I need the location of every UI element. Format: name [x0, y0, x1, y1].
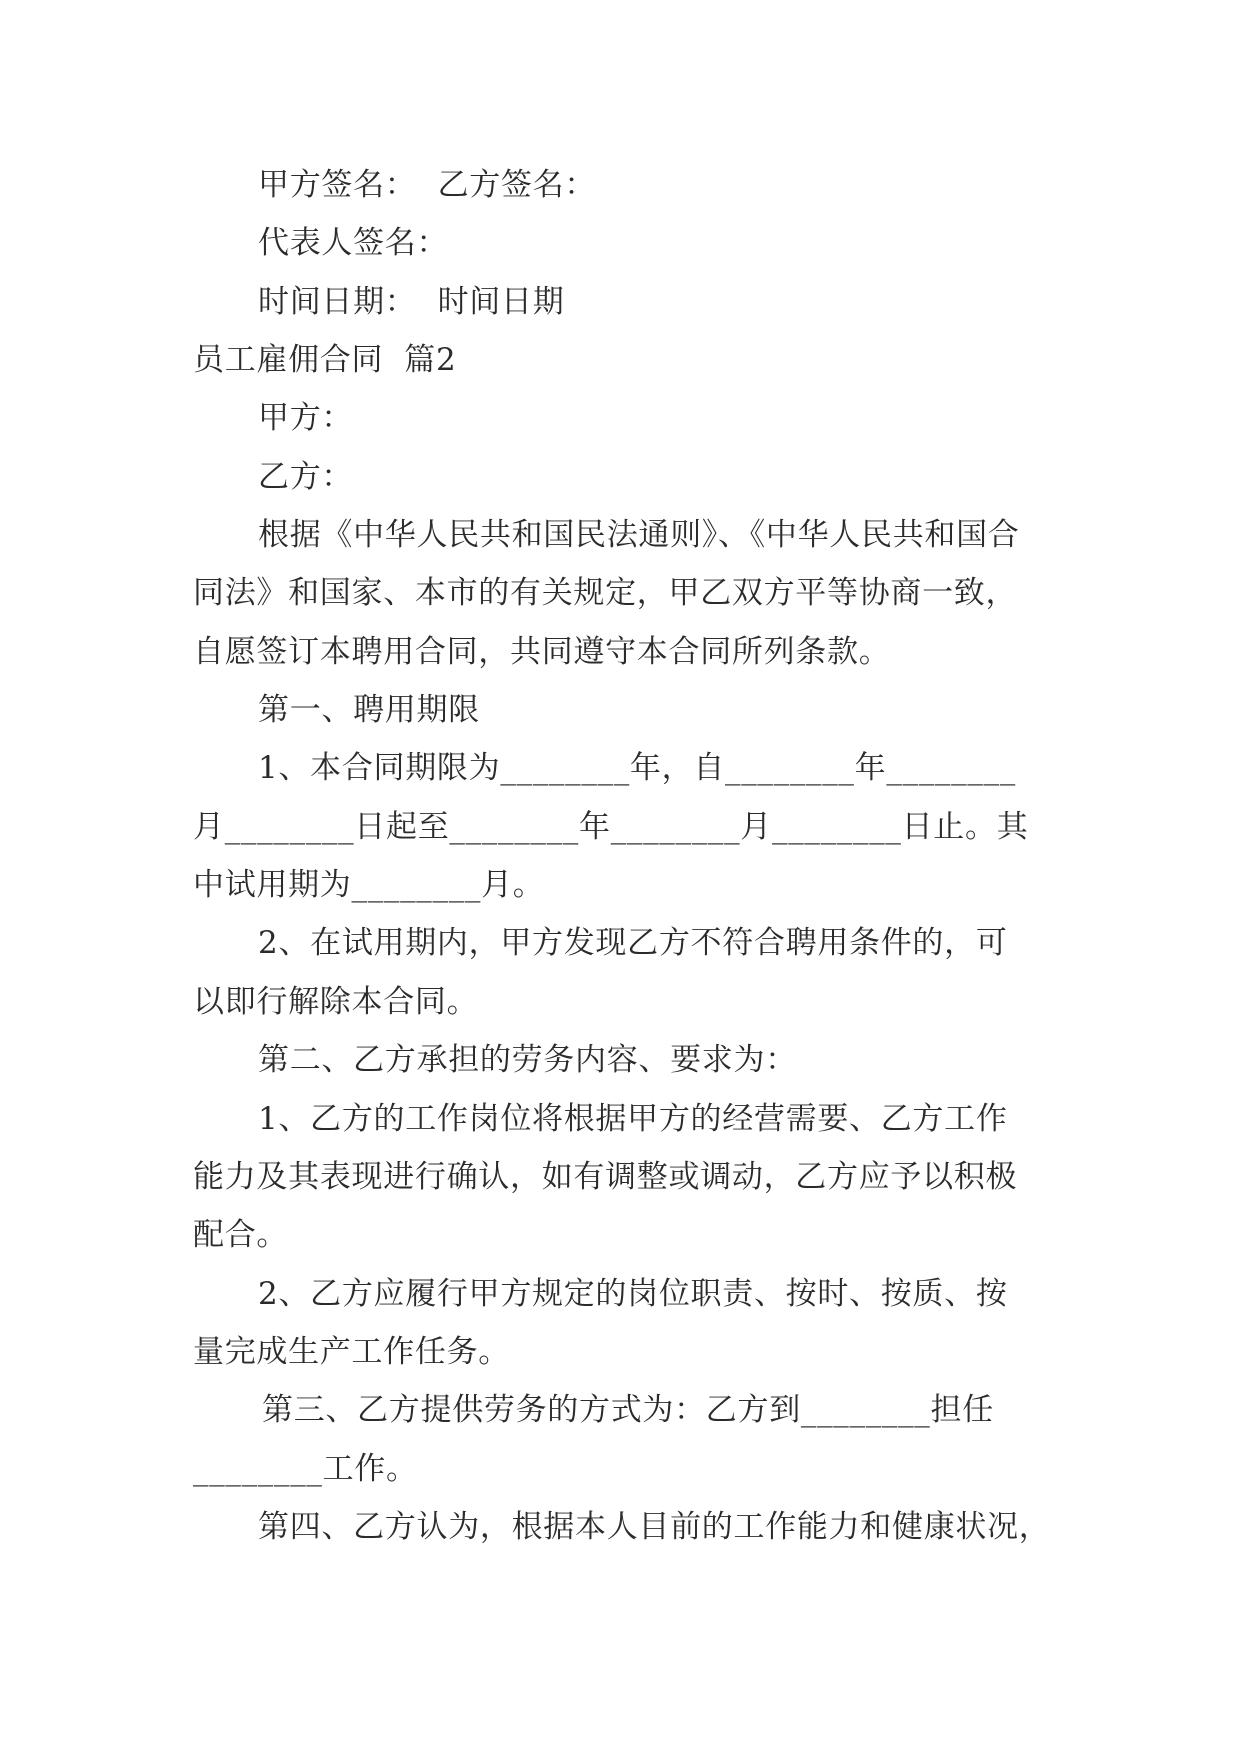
clause-heading: 第四、乙方认为，根据本人目前的工作能力和健康状况，: [258, 1508, 1051, 1545]
paragraph-line: 能力及其表现进行确认，如有调整或调动，乙方应予以积极: [193, 1158, 1018, 1195]
paragraph-line: ________工作。: [193, 1450, 418, 1487]
paragraph-line: 根据《中华人民共和国民法通则》、《中华人民共和国合: [258, 517, 1020, 554]
signature-line-date: 时间日期： 时间日期: [258, 283, 565, 320]
clause-heading: 第二、乙方承担的劳务内容、要求为：: [258, 1042, 797, 1079]
paragraph-line: 中试用期为________月。: [193, 867, 545, 904]
clause-heading: 第三、乙方提供劳务的方式为：乙方到________担任: [262, 1392, 994, 1429]
paragraph-line: 月________日起至________年________月________日止。其: [193, 808, 1029, 845]
section-heading: 员工雇佣合同 篇2: [193, 342, 457, 379]
signature-line-parties: 甲方签名： 乙方签名：: [258, 167, 597, 203]
paragraph-line: 同法》和国家、本市的有关规定，甲乙双方平等协商一致，: [193, 575, 1018, 612]
paragraph-line: 1、本合同期限为________年，自________年________: [258, 750, 1016, 787]
paragraph-line: 2、乙方应履行甲方规定的岗位职责、按时、按质、按: [258, 1275, 1008, 1312]
signature-line-representative: 代表人签名：: [258, 225, 449, 262]
paragraph-line: 量完成生产工作任务。: [193, 1333, 510, 1370]
paragraph-line: 2、在试用期内，甲方发现乙方不符合聘用条件的，可: [258, 925, 1008, 962]
paragraph-line: 配合。: [193, 1217, 289, 1254]
paragraph-line: 自愿签订本聘用合同，共同遵守本合同所列条款。: [193, 633, 891, 670]
party-b-line: 乙方：: [258, 458, 354, 495]
document-body: [193, 156, 1073, 1556]
paragraph-line: 1、乙方的工作岗位将根据甲方的经营需要、乙方工作: [258, 1100, 1008, 1137]
party-a-line: 甲方：: [258, 400, 354, 437]
paragraph-line: 以即行解除本合同。: [193, 983, 479, 1020]
clause-heading: 第一、聘用期限: [258, 692, 480, 729]
